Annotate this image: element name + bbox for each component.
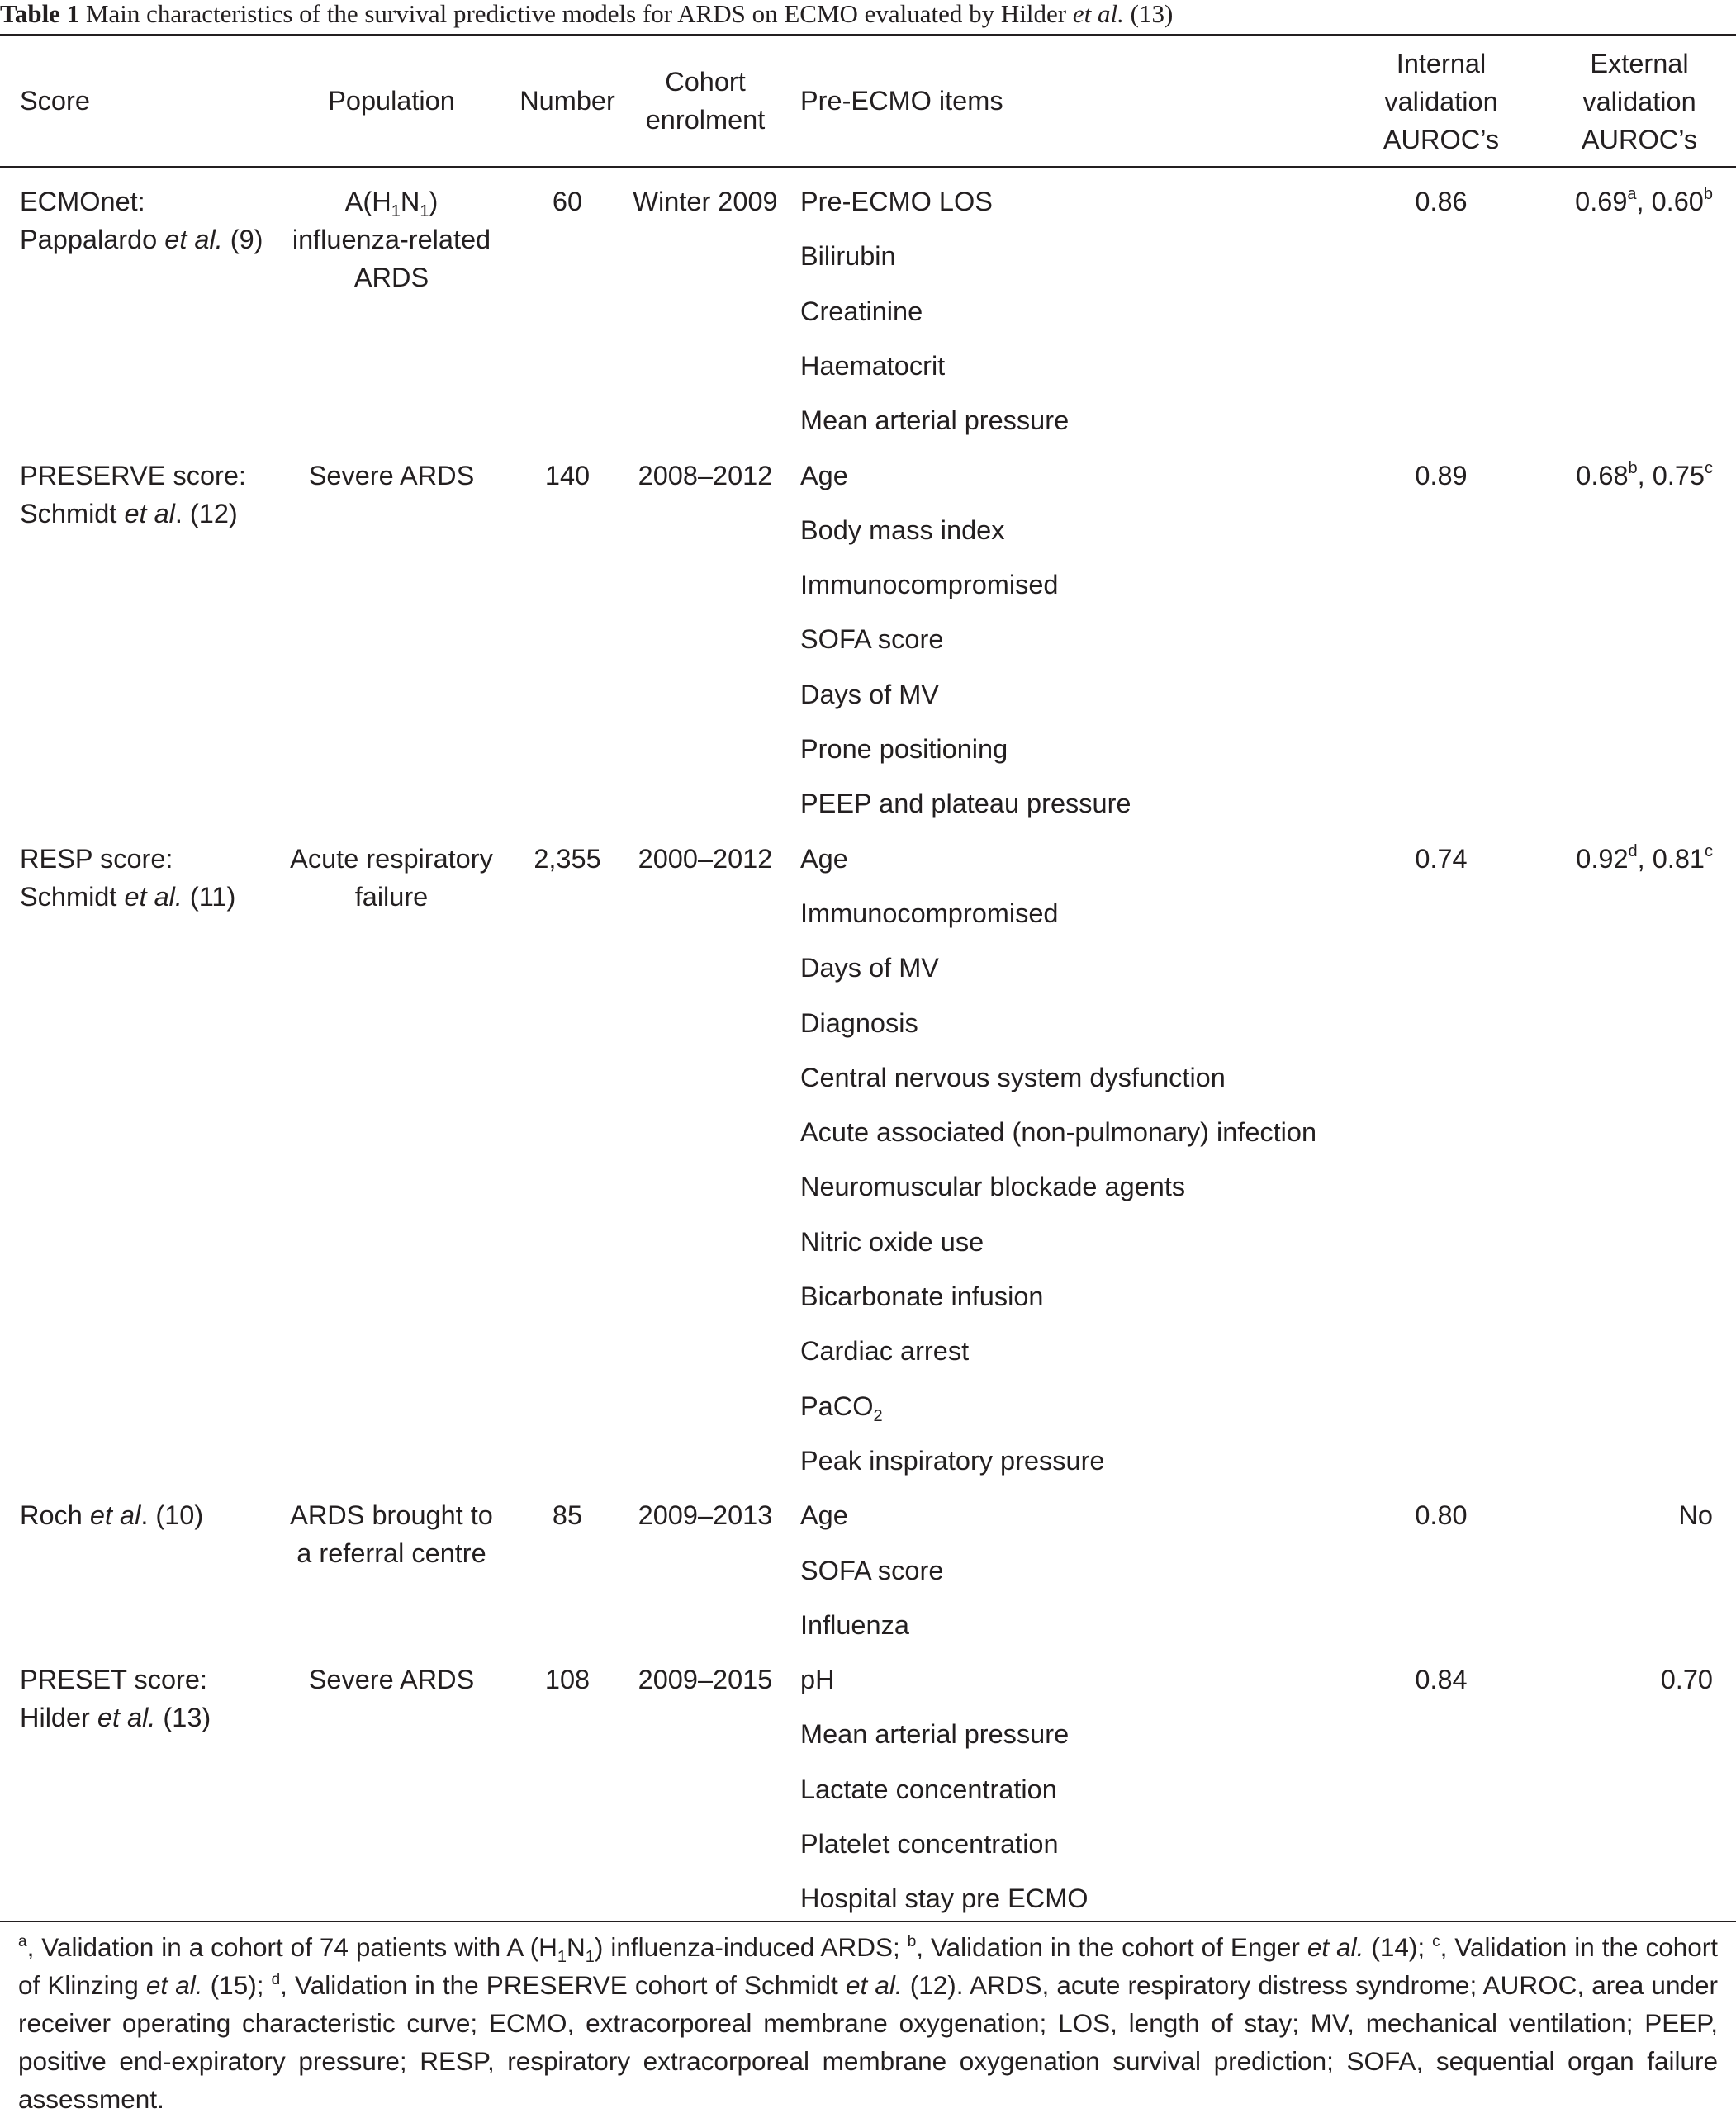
row-4-number: 85 — [552, 1500, 583, 1531]
score-italic: et al. — [124, 881, 183, 912]
item-text: Days of MV — [800, 679, 939, 709]
item-text: Lactate concentration — [800, 1774, 1057, 1804]
row-3-item — [800, 949, 1378, 987]
item-text: Mean arterial pressure — [800, 405, 1070, 436]
footnote-text: N — [567, 1932, 586, 1962]
table-label: Table 1 — [0, 0, 80, 28]
item-text: Platelet concentration — [800, 1829, 1059, 1859]
score-line — [20, 1496, 284, 1534]
external-superscript: a — [1627, 185, 1637, 203]
population-line — [281, 1534, 502, 1572]
item-text: PaCO — [800, 1391, 874, 1421]
item-text: Prone positioning — [800, 734, 1008, 764]
row-5-external-auroc — [1553, 1661, 1713, 1699]
score-text: Pappalardo — [20, 225, 165, 254]
item-text: pH — [800, 1665, 835, 1695]
score-line — [20, 878, 284, 916]
footnote-superscript: b — [907, 1933, 917, 1950]
row-1-score — [20, 182, 284, 258]
row-3-item — [800, 1113, 1378, 1151]
population-subscript: 1 — [420, 202, 429, 220]
item-text: Creatinine — [800, 296, 923, 326]
row-4-population — [281, 1496, 502, 1572]
row-2-item — [800, 511, 1378, 549]
row-3-cohort: 2000–2012 — [638, 843, 773, 874]
item-text: Pre-ECMO LOS — [800, 187, 993, 216]
footnote-text: (15); — [202, 1970, 272, 2000]
row-2-internal-auroc: 0.89 — [1415, 460, 1468, 490]
item-text: Influenza — [800, 1609, 909, 1640]
row-4-internal-auroc: 0.80 — [1415, 1500, 1468, 1531]
header-internal-line1: Internal — [1396, 49, 1487, 78]
header-number-text: Number — [519, 86, 615, 116]
score-text: . (12) — [174, 498, 238, 528]
footnote-text: , Validation in a cohort of 74 patients with A (H — [26, 1932, 557, 1962]
population-text: N — [400, 187, 420, 216]
population-text: Acute respiratory — [290, 843, 493, 874]
item-text: PEEP and plateau pressure — [800, 789, 1131, 819]
footnote-text: , Validation in the cohort of Klinzing — [18, 1932, 1718, 2000]
footnote-text: (14); — [1364, 1932, 1433, 1962]
row-3-item — [800, 894, 1378, 932]
score-line — [20, 182, 284, 220]
external-text: 0.69 — [1575, 187, 1628, 216]
row-5-score — [20, 1661, 284, 1737]
row-3-population — [281, 840, 502, 916]
score-italic: et al — [89, 1500, 141, 1531]
item-text: Bilirubin — [800, 241, 896, 272]
row-2-cohort: 2008–2012 — [638, 460, 773, 490]
item-text: Immunocompromised — [800, 570, 1059, 600]
row-5-item — [800, 1661, 1378, 1699]
external-text: 0.70 — [1660, 1665, 1713, 1695]
footnote-superscript: c — [1432, 1933, 1440, 1950]
footnote-italic: et al. — [1307, 1932, 1364, 1962]
score-text: PRESERVE score: — [20, 460, 246, 490]
footnote-superscript: d — [271, 1971, 281, 1988]
footnote-text: , Validation in the cohort of Enger — [916, 1932, 1307, 1962]
row-5-item — [800, 1715, 1378, 1753]
header-number — [507, 82, 628, 120]
item-subscript: 2 — [873, 1406, 883, 1425]
population-text: influenza-related — [292, 225, 491, 254]
score-text: RESP score: — [20, 843, 173, 874]
score-line — [20, 840, 284, 878]
row-2-item — [800, 784, 1378, 822]
row-1-internal-auroc: 0.86 — [1415, 187, 1468, 216]
header-population-text: Population — [328, 86, 455, 116]
table-footnote — [18, 1928, 1718, 2118]
population-text: ) — [429, 187, 439, 216]
score-text: (9) — [222, 225, 263, 254]
caption-italic: et al. — [1072, 0, 1124, 28]
item-text: Mean arterial pressure — [800, 1719, 1070, 1750]
footnote-text: ) influenza-induced ARDS; — [594, 1932, 908, 1962]
external-text: 0.92 — [1576, 843, 1629, 874]
item-text: Bicarbonate infusion — [800, 1282, 1044, 1311]
header-internal — [1354, 45, 1528, 159]
header-external — [1553, 45, 1726, 159]
score-text: Schmidt — [20, 498, 125, 528]
row-2-item — [800, 457, 1378, 495]
score-text: PRESET score: — [20, 1665, 207, 1695]
top-rule — [0, 34, 1736, 36]
row-2-number: 140 — [544, 460, 591, 490]
row-2-item — [800, 730, 1378, 768]
external-text: , 0.60 — [1636, 187, 1704, 216]
header-population — [281, 82, 502, 120]
row-1-external-auroc — [1553, 182, 1713, 220]
header-cohort — [625, 63, 785, 139]
row-4-item — [800, 1606, 1378, 1644]
row-4-score — [20, 1496, 284, 1534]
row-1-item — [800, 401, 1378, 439]
header-internal-line3: AUROC’s — [1383, 125, 1500, 154]
header-external-line2: validation — [1582, 87, 1696, 116]
row-3-number: 2,355 — [534, 843, 601, 874]
score-line — [20, 457, 284, 495]
row-3-item — [800, 1004, 1378, 1042]
row-1-number: 60 — [552, 187, 583, 216]
caption-tail: (13) — [1123, 0, 1174, 28]
row-2-item — [800, 620, 1378, 658]
external-superscript: c — [1705, 841, 1713, 860]
header-internal-line2: validation — [1384, 87, 1498, 116]
item-text: Immunocompromised — [800, 898, 1059, 928]
row-2-external-auroc — [1553, 457, 1713, 495]
row-5-item — [800, 1770, 1378, 1808]
population-line — [281, 182, 502, 220]
row-4-cohort: 2009–2013 — [638, 1500, 773, 1531]
footnote-subscript: 1 — [557, 1948, 567, 1966]
item-text: Hospital stay pre ECMO — [800, 1883, 1089, 1914]
table-caption — [0, 0, 1736, 33]
score-line — [20, 220, 284, 258]
population-line — [281, 457, 502, 495]
row-5-cohort: 2009–2015 — [638, 1665, 773, 1695]
item-text: Nitric oxide use — [800, 1226, 984, 1257]
header-score-text: Score — [20, 86, 90, 116]
row-3-external-auroc — [1553, 840, 1713, 878]
row-3-score — [20, 840, 284, 916]
score-line — [20, 1661, 284, 1699]
caption-text: Main characteristics of the survival predictive models for ARDS on ECMO evaluated by Hilder — [85, 0, 1073, 28]
item-text: Body mass index — [800, 514, 1005, 545]
row-4-item — [800, 1552, 1378, 1590]
header-external-line1: External — [1590, 49, 1689, 78]
score-italic: et al. — [97, 1703, 156, 1733]
item-text: SOFA score — [800, 1555, 944, 1585]
population-text: ARDS brought to — [290, 1500, 493, 1531]
score-italic: et al — [124, 498, 175, 528]
row-3-item — [800, 1223, 1378, 1261]
external-text: 0.68 — [1576, 460, 1629, 490]
row-1-item — [800, 237, 1378, 275]
footnote-italic: et al. — [845, 1970, 903, 2000]
footnote-superscript: a — [18, 1933, 27, 1950]
row-1-item — [800, 347, 1378, 385]
row-2-score — [20, 457, 284, 533]
item-text: Age — [800, 460, 848, 490]
header-items-text: Pre-ECMO items — [800, 86, 1003, 116]
population-text: A(H — [344, 187, 391, 216]
score-italic: et al. — [164, 225, 223, 254]
row-3-item — [800, 1442, 1378, 1480]
external-superscript: c — [1705, 458, 1713, 477]
external-superscript: b — [1703, 185, 1713, 203]
external-text: , 0.81 — [1637, 843, 1705, 874]
row-3-item — [800, 1168, 1378, 1206]
row-4-external-auroc — [1553, 1496, 1713, 1534]
score-text: ECMOnet: — [20, 187, 145, 216]
item-text: Age — [800, 1500, 848, 1531]
external-superscript: d — [1628, 841, 1638, 860]
score-line — [20, 495, 284, 533]
item-text: Days of MV — [800, 953, 939, 983]
population-line — [281, 878, 502, 916]
item-text: SOFA score — [800, 624, 944, 655]
row-5-item — [800, 1879, 1378, 1917]
external-text: , 0.75 — [1637, 460, 1705, 490]
row-2-item — [800, 675, 1378, 713]
row-5-number: 108 — [544, 1665, 591, 1695]
row-5-item — [800, 1825, 1378, 1863]
item-text: Central nervous system dysfunction — [800, 1062, 1226, 1092]
header-items — [800, 82, 1003, 120]
population-text: Severe ARDS — [308, 460, 475, 490]
header-cohort-line1: Cohort — [665, 67, 746, 97]
item-text: Diagnosis — [800, 1007, 918, 1038]
score-text: Schmidt — [20, 881, 125, 912]
header-external-line3: AUROC’s — [1581, 125, 1698, 154]
item-text: Haematocrit — [800, 350, 946, 381]
row-1-population — [281, 182, 502, 296]
row-2-population — [281, 457, 502, 495]
population-line — [281, 840, 502, 878]
external-superscript: b — [1628, 458, 1638, 477]
row-3-item — [800, 1277, 1378, 1315]
row-1-item — [800, 292, 1378, 330]
population-line — [281, 258, 502, 296]
row-1-cohort: Winter 2009 — [633, 187, 778, 216]
row-3-item — [800, 1332, 1378, 1370]
item-text: Cardiac arrest — [800, 1336, 970, 1367]
score-text: . (10) — [140, 1500, 204, 1531]
population-text: failure — [354, 881, 429, 912]
item-text: Peak inspiratory pressure — [800, 1445, 1105, 1476]
header-cohort-line2: enrolment — [645, 105, 766, 135]
item-text: Acute associated (non-pulmonary) infection — [800, 1117, 1317, 1148]
population-text: ARDS — [353, 263, 429, 292]
population-line — [281, 1496, 502, 1534]
population-line — [281, 1661, 502, 1699]
score-text: (11) — [182, 881, 236, 912]
score-line — [20, 1699, 284, 1737]
score-text: Hilder — [20, 1703, 97, 1733]
population-line — [281, 220, 502, 258]
row-1-item — [800, 182, 1378, 220]
score-text: (13) — [155, 1703, 211, 1733]
item-text: Age — [800, 843, 848, 874]
population-text: Severe ARDS — [308, 1665, 475, 1695]
row-3-internal-auroc: 0.74 — [1415, 843, 1468, 874]
footnote-text: , Validation in the PRESERVE cohort of Schmidt — [280, 1970, 846, 2000]
item-text: Neuromuscular blockade agents — [800, 1172, 1186, 1202]
row-3-item — [800, 1387, 1378, 1425]
row-3-item — [800, 1059, 1378, 1097]
row-3-item — [800, 840, 1378, 878]
footnote-text: (12). ARDS, acute respiratory distress syndrome; AUROC, area under receiver operating characteristic curve; ECMO, extracorporeal membrane oxygenation; LOS, length of stay; MV, mechanical ventilation; PEEP, positive end-expiratory pressure; RESP, respiratory extracorporeal membrane oxygenation survival prediction; SOFA, sequential organ failure assessment. — [18, 1970, 1718, 2114]
external-text: No — [1678, 1500, 1713, 1531]
score-text: Roch — [20, 1500, 90, 1531]
footnote-italic: et al. — [145, 1970, 203, 2000]
bottom-rule — [0, 1921, 1736, 1922]
population-subscript: 1 — [391, 202, 401, 220]
row-4-item — [800, 1496, 1378, 1534]
footnote-subscript: 1 — [585, 1948, 595, 1966]
population-text: a referral centre — [296, 1538, 486, 1569]
row-5-internal-auroc: 0.84 — [1415, 1665, 1468, 1695]
row-5-population — [281, 1661, 502, 1699]
row-2-item — [800, 566, 1378, 604]
header-rule — [0, 166, 1736, 168]
header-score — [20, 82, 90, 120]
